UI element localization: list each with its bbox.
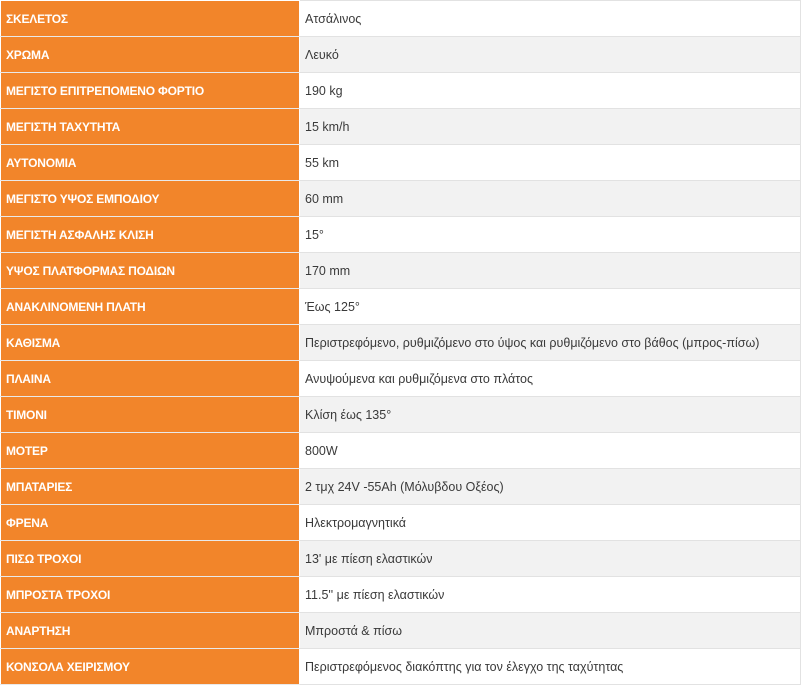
- table-row: [1, 181, 801, 217]
- table-row: [1, 577, 801, 613]
- spec-value: Κλίση έως 135°: [300, 397, 801, 433]
- spec-label: ΑΝΑΚΛΙΝΟΜΕΝΗ ΠΛΑΤΗ: [1, 289, 300, 325]
- spec-value: 2 τμχ 24V -55Ah (Μόλυβδου Οξέος): [300, 469, 801, 505]
- spec-label: ΑΥΤΟΝΟΜΙΑ: [1, 145, 300, 181]
- spec-value: Ανυψούμενα και ρυθμιζόμενα στο πλάτος: [300, 361, 801, 397]
- spec-label: ΠΛΑΙΝΑ: [1, 361, 300, 397]
- table-row: [1, 109, 801, 145]
- spec-value: Περιστρεφόμενος διακόπτης για τον έλεγχο της ταχύτητας: [300, 649, 801, 685]
- spec-value: 190 kg: [300, 73, 801, 109]
- table-row: [1, 433, 801, 469]
- table-row: [1, 73, 801, 109]
- spec-value: Ατσάλινος: [300, 1, 801, 37]
- spec-label: ΜΕΓΙΣΤΗ ΑΣΦΑΛΗΣ ΚΛΙΣΗ: [1, 217, 300, 253]
- spec-value: 800W: [300, 433, 801, 469]
- spec-value: Λευκό: [300, 37, 801, 73]
- spec-label: ΜΟΤΕΡ: [1, 433, 300, 469]
- spec-value: 55 km: [300, 145, 801, 181]
- table-row: [1, 541, 801, 577]
- specifications-body: [1, 1, 801, 685]
- spec-value: 15°: [300, 217, 801, 253]
- spec-value: 170 mm: [300, 253, 801, 289]
- spec-label: ΠΙΣΩ ΤΡΟΧΟΙ: [1, 541, 300, 577]
- spec-label: ΜΠΡΟΣΤΑ ΤΡΟΧΟΙ: [1, 577, 300, 613]
- spec-value: 13' με πίεση ελαστικών: [300, 541, 801, 577]
- spec-label: ΚΑΘΙΣΜΑ: [1, 325, 300, 361]
- spec-value: 11.5'' με πίεση ελαστικών: [300, 577, 801, 613]
- spec-label: ΜΕΓΙΣΤΟ ΥΨΟΣ ΕΜΠΟΔΙΟΥ: [1, 181, 300, 217]
- spec-label: ΣΚΕΛΕΤΟΣ: [1, 1, 300, 37]
- spec-label: ΤΙΜΟΝΙ: [1, 397, 300, 433]
- spec-label: ΑΝΑΡΤΗΣΗ: [1, 613, 300, 649]
- spec-value: Περιστρεφόμενο, ρυθμιζόμενο στο ύψος και ρυθμιζόμενο στο βάθος (μπρος-πίσω): [300, 325, 801, 361]
- table-row: [1, 505, 801, 541]
- spec-label: ΧΡΩΜΑ: [1, 37, 300, 73]
- spec-value: 60 mm: [300, 181, 801, 217]
- spec-value: Μπροστά & πίσω: [300, 613, 801, 649]
- table-row: [1, 1, 801, 37]
- spec-label: ΥΨΟΣ ΠΛΑΤΦΟΡΜΑΣ ΠΟΔΙΩΝ: [1, 253, 300, 289]
- spec-value: 15 km/h: [300, 109, 801, 145]
- table-row: [1, 649, 801, 685]
- table-row: [1, 253, 801, 289]
- table-row: [1, 37, 801, 73]
- table-row: [1, 217, 801, 253]
- table-row: [1, 397, 801, 433]
- spec-label: ΚΟΝΣΟΛΑ ΧΕΙΡΙΣΜΟΥ: [1, 649, 300, 685]
- spec-value: Ηλεκτρομαγνητικά: [300, 505, 801, 541]
- table-row: [1, 145, 801, 181]
- table-row: [1, 361, 801, 397]
- table-row: [1, 613, 801, 649]
- table-row: [1, 325, 801, 361]
- spec-label: ΜΕΓΙΣΤΗ ΤΑΧΥΤΗΤΑ: [1, 109, 300, 145]
- table-row: [1, 289, 801, 325]
- table-row: [1, 469, 801, 505]
- spec-value: Έως 125°: [300, 289, 801, 325]
- spec-label: ΜΕΓΙΣΤΟ ΕΠΙΤΡΕΠΟΜΕΝΟ ΦΟΡΤΙΟ: [1, 73, 300, 109]
- spec-label: ΜΠΑΤΑΡΙΕΣ: [1, 469, 300, 505]
- spec-label: ΦΡΕΝΑ: [1, 505, 300, 541]
